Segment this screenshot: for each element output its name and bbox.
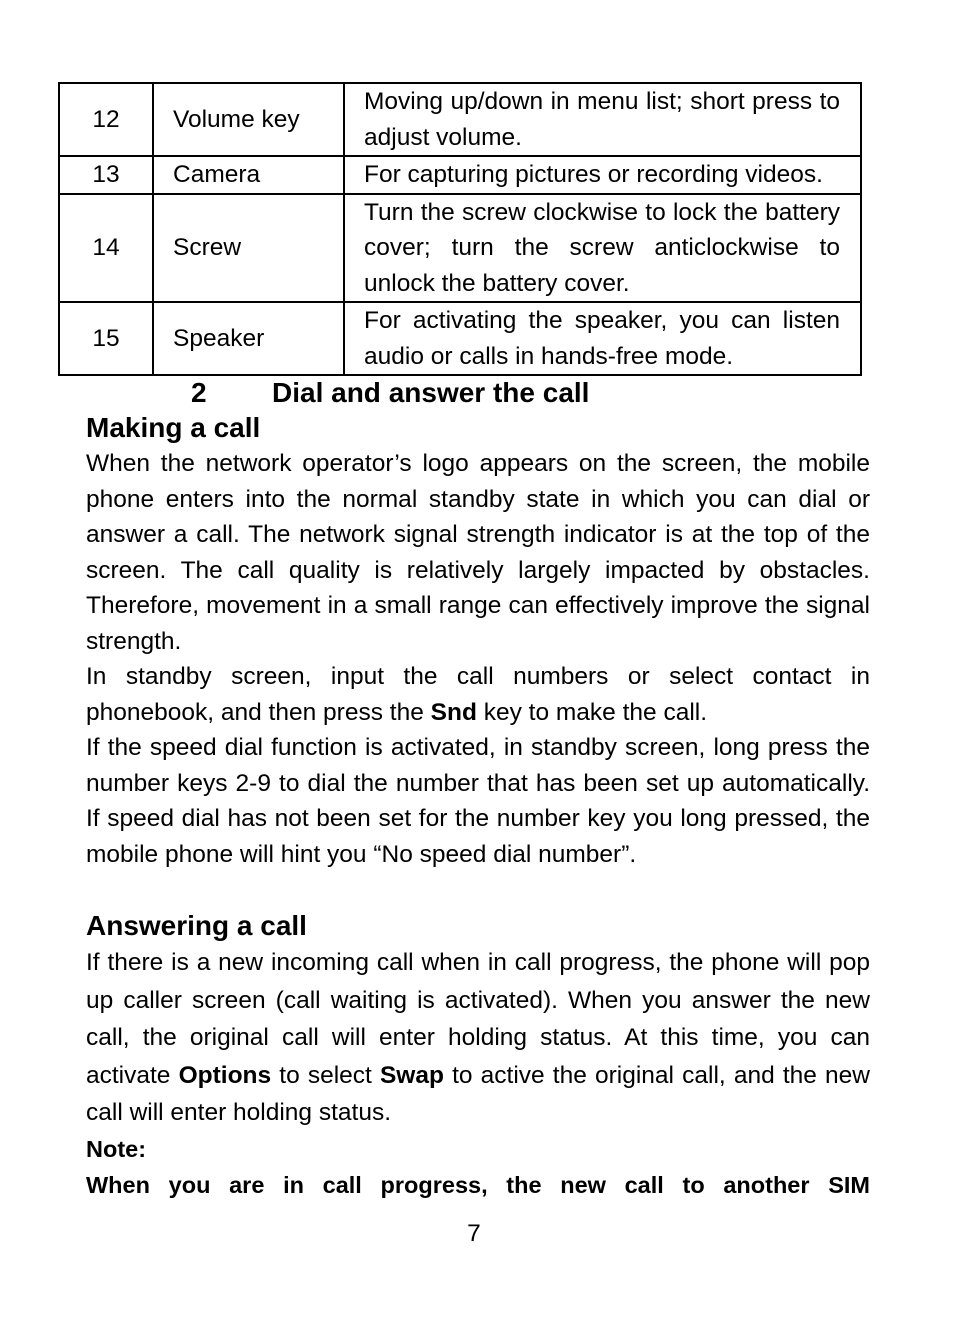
table-row [59,302,861,375]
key-name: Camera [153,156,344,194]
snd-key-label: Snd [430,698,477,726]
making-call-heading: Making a call [86,412,261,443]
row-number: 13 [59,156,153,194]
making-call-section [86,410,870,872]
section-title: Dial and answer the call [272,377,590,408]
paragraph-text: In standby screen, input the call numbers or select contact in phonebook, and then press the [86,663,870,726]
section-number: 2 [191,377,207,408]
key-name: Screw [153,194,344,303]
key-description: Moving up/down in menu list; short press to adjust volume. [344,83,861,156]
note-title: Note: [86,1136,147,1162]
paragraph-text: to select [271,1061,380,1089]
key-description: For activating the speaker, you can listen audio or calls in hands-free mode. [344,302,861,375]
making-call-paragraph: When the network operator’s logo appears on the screen, the mobile phone enters into the normal standby state in which you can dial or answer a call. The network signal strength indicator is at the top of the screen. The call quality is relatively largely impacted by obstacles. Therefore, movement in a small range can effectively improve the signal strength. [86,450,870,655]
answering-call-heading: Answering a call [86,910,307,941]
key-name: Volume key [153,83,344,156]
paragraph-text: key to make the call. [476,698,708,726]
making-call-paragraph [86,659,870,730]
page-number: 7 [467,1220,481,1247]
table-row [59,83,861,156]
key-description: For capturing pictures or recording videos. [344,156,861,194]
key-name: Speaker [153,302,344,375]
row-number: 12 [59,83,153,156]
swap-label: Swap [379,1061,444,1089]
answering-call-paragraph [86,944,870,1132]
note-text: When you are in call progress, the new call to another SIM [86,1171,870,1198]
note-section [86,1132,870,1203]
paragraph-text: to active the original call, and the new call will enter holding status. [86,1061,870,1126]
table-row [59,194,861,303]
row-number: 14 [59,194,153,303]
key-description: Turn the screw clockwise to lock the battery cover; turn the screw anticlockwise to unlock the battery cover. [344,194,861,303]
table-row [59,156,861,194]
paragraph-text: If there is a new incoming call when in call progress, the phone will pop up caller screen (call waiting is activated). When you answer the new call, the original call will enter holding status. At this time, you can activate [86,949,870,1089]
making-call-paragraph: If the speed dial function is activated, in standby screen, long press the number keys 2-9 to dial the number that has been set up automatically. If speed dial has not been set for the number key you long pressed, the mobile phone will hint you “No speed dial number”. [86,734,870,868]
options-label: Options [178,1061,272,1089]
key-function-table [58,82,862,376]
answering-call-section [86,908,870,1132]
section-heading [191,375,589,411]
row-number: 15 [59,302,153,375]
